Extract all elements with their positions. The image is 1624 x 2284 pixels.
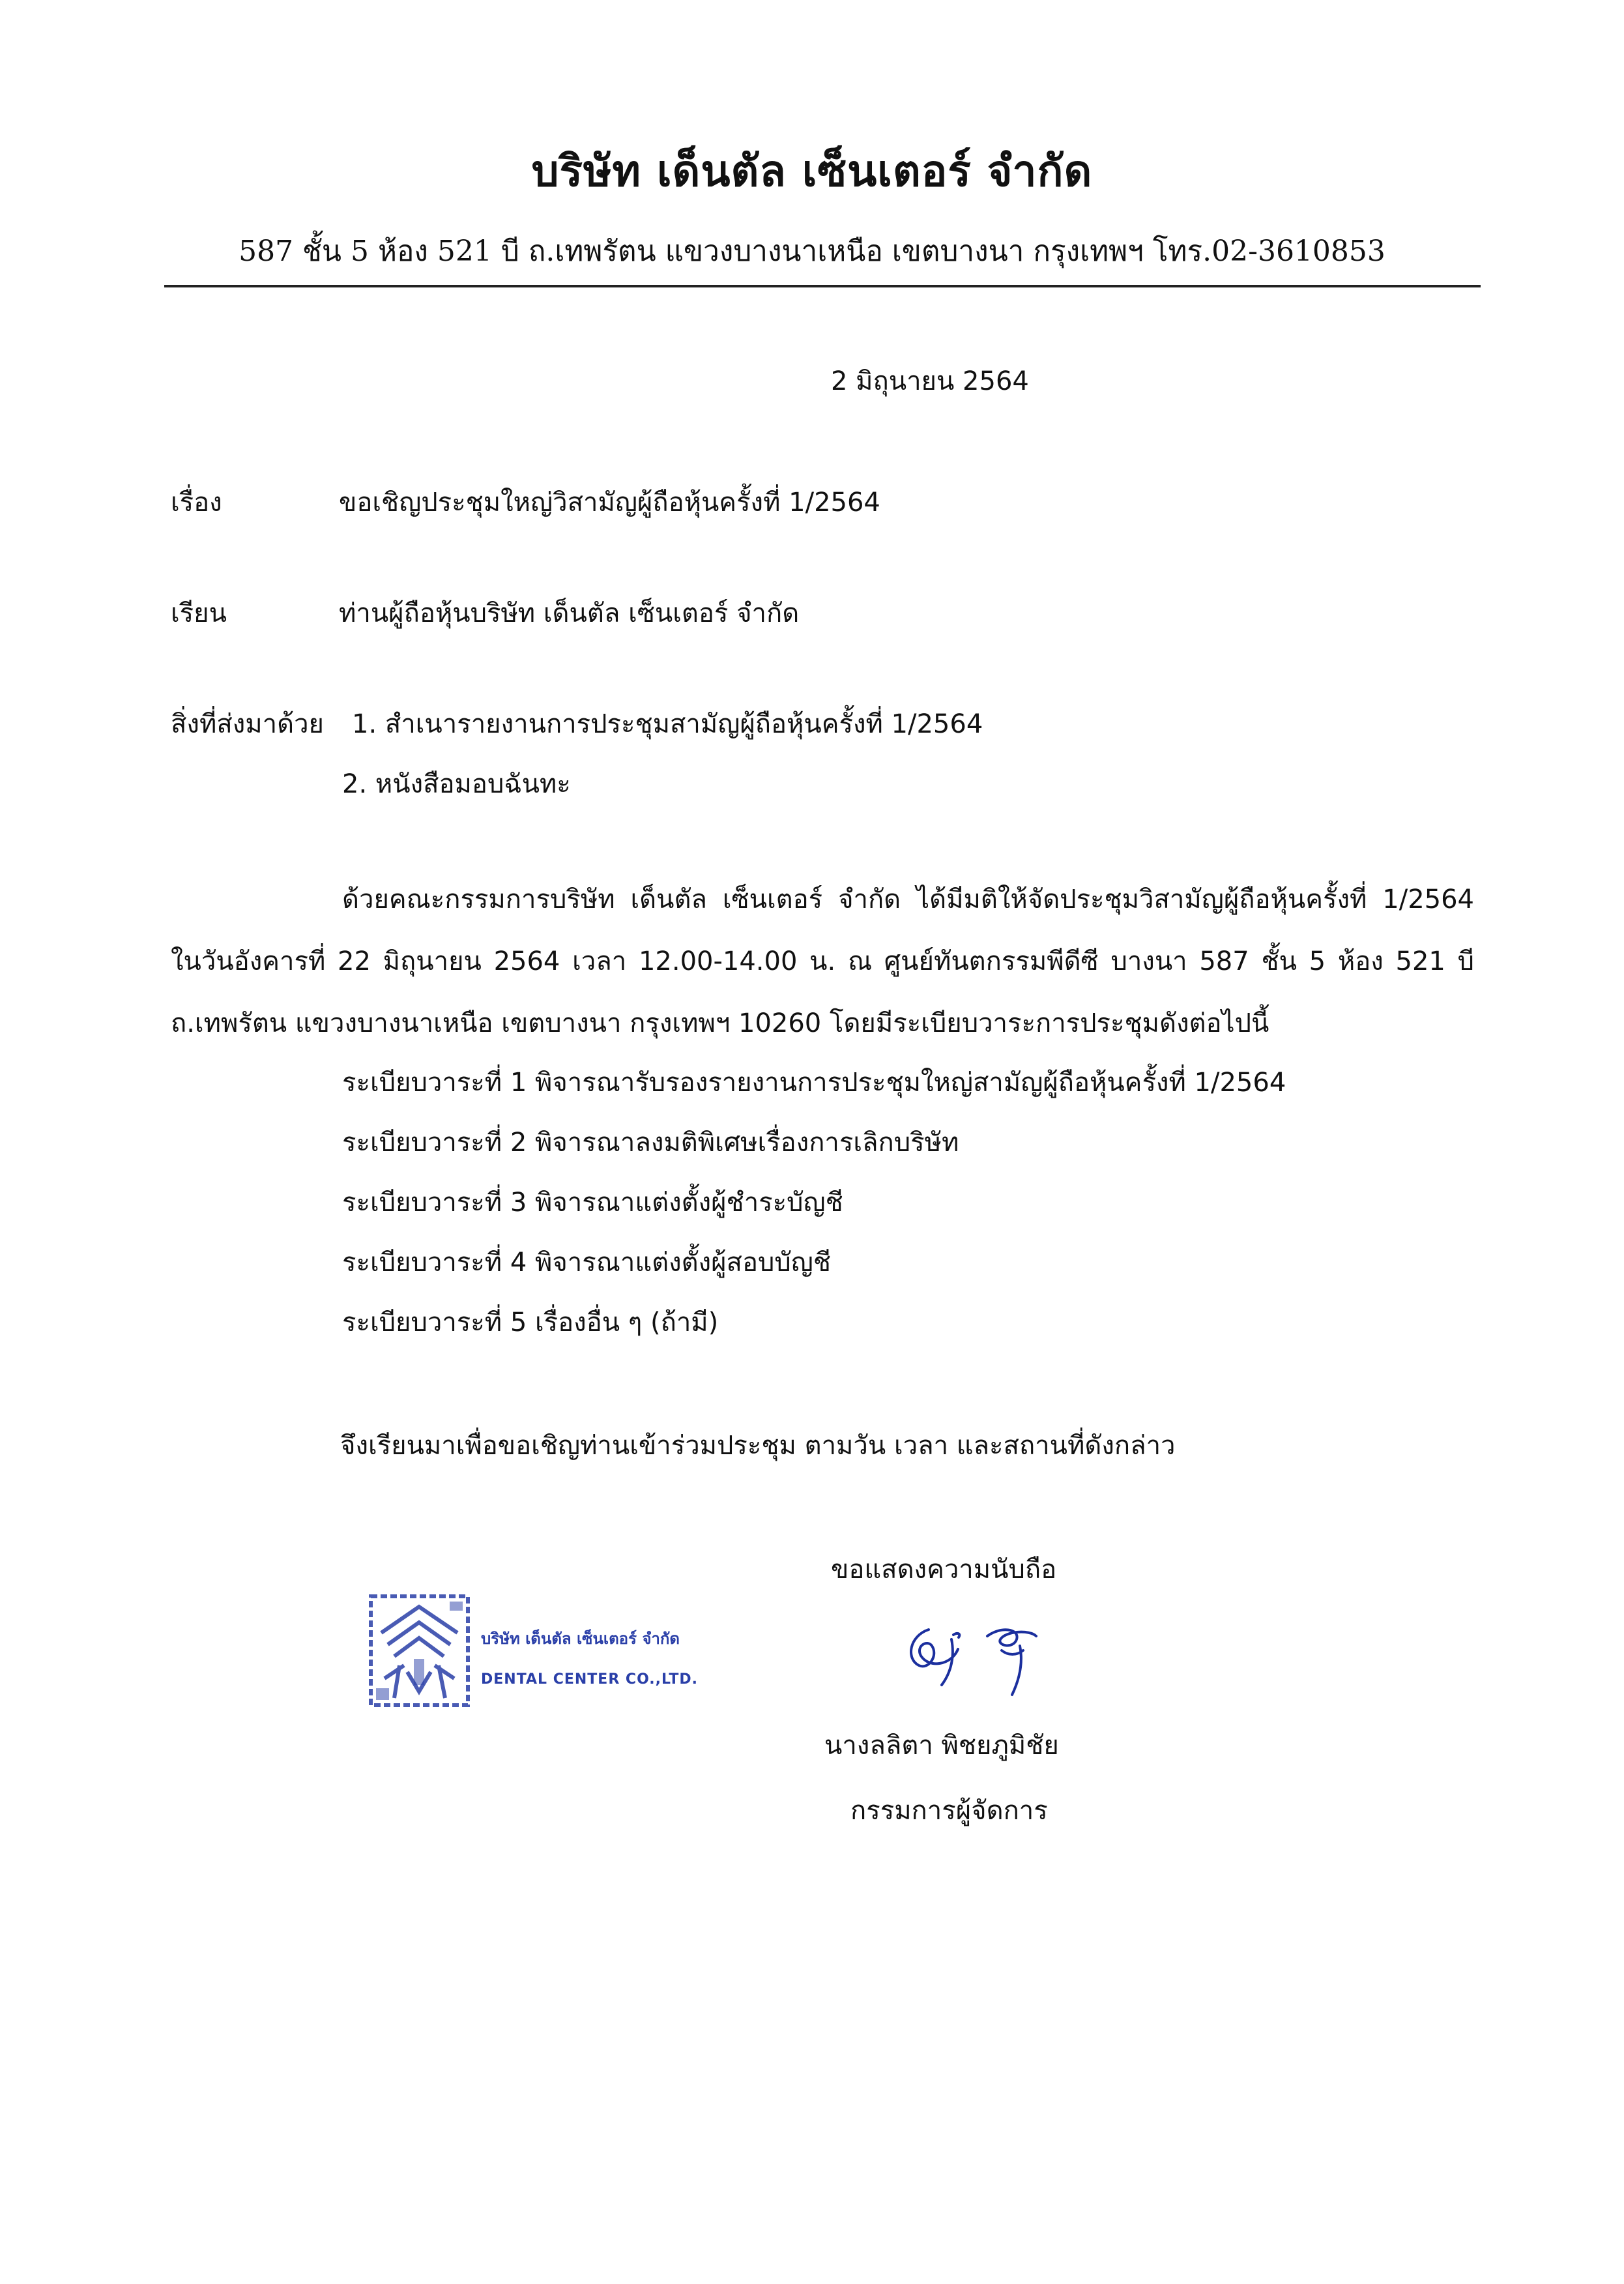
subject-text: ขอเชิญประชุมใหญ่วิสามัญผู้ถือหุ้นครั้งที่ 1/2564 — [339, 488, 880, 518]
stamp-company-name-en: DENTAL CENTER CO.,LTD. — [481, 1671, 699, 1688]
letter-date: 2 มิถุนายน 2564 — [831, 366, 1029, 396]
recipient-text: ท่านผู้ถือหุ้นบริษัท เด็นตัล เซ็นเตอร์ จำกัด — [339, 598, 800, 628]
signer-name: นางลลิตา พิชยภูมิชัย — [824, 1731, 1059, 1761]
stamp-logo-icon — [368, 1594, 471, 1708]
regards-line: ขอแสดงความนับถือ — [831, 1555, 1057, 1585]
company-address: 587 ชั้น 5 ห้อง 521 บี ถ.เทพรัตน แขวงบางนาเหนือ เขตบางนา กรุงเทพฯ โทร.02-3610853 — [239, 235, 1385, 268]
agenda-item: ระเบียบวาระที่ 4 พิจารณาแต่งตั้งผู้สอบบัญชี — [342, 1248, 831, 1278]
signer-title: กรรมการผู้จัดการ — [850, 1796, 1048, 1826]
signature-icon — [890, 1610, 1059, 1708]
closing-sentence: จึงเรียนมาเพื่อขอเชิญท่านเข้าร่วมประชุม ตามวัน เวลา และสถานที่ดังกล่าว — [340, 1431, 1176, 1461]
handwritten-signature — [890, 1610, 1059, 1708]
enclosure-item: 2. หนังสือมอบฉันทะ — [342, 769, 571, 799]
agenda-item: ระเบียบวาระที่ 5 เรื่องอื่น ๆ (ถ้ามี) — [342, 1308, 719, 1338]
recipient-label: เรียน — [171, 598, 227, 628]
body-paragraph — [171, 869, 1474, 1055]
agenda-item: ระเบียบวาระที่ 2 พิจารณาลงมติพิเศษเรื่องการเลิกบริษัท — [342, 1128, 959, 1158]
agenda-item: ระเบียบวาระที่ 1 พิจารณารับรองรายงานการประชุมใหญ่สามัญผู้ถือหุ้นครั้งที่ 1/2564 — [342, 1068, 1286, 1098]
letterhead-divider — [164, 285, 1481, 287]
stamp-company-name-th: บริษัท เด็นตัล เซ็นเตอร์ จำกัด — [481, 1630, 680, 1648]
company-stamp-logo — [368, 1594, 471, 1708]
body-paragraph-text: ด้วยคณะกรรมการบริษัท เด็นตัล เซ็นเตอร์ จำกัด ได้มีมติให้จัดประชุมวิสามัญผู้ถือหุ้นครั้งที่ 1/2564 ในวันอังคารที่ 22 มิถุนายน 2564 เวลา 12.00-14.00 น. ณ ศูนย์ทันตกรรมพีดีซี บางนา 587 ชั้น 5 ห้อง 521 บี ถ.เทพรัตน แขวงบางนาเหนือ เขตบางนา กรุงเทพฯ 10260 โดยมีระเบียบวาระการประชุมดังต่อไปนี้ — [171, 885, 1474, 1038]
agenda-item: ระเบียบวาระที่ 3 พิจารณาแต่งตั้งผู้ชำระบัญชี — [342, 1188, 843, 1218]
company-name: บริษัท เด็นตัล เซ็นเตอร์ จำกัด — [531, 146, 1093, 196]
enclosures-label: สิ่งที่ส่งมาด้วย — [171, 709, 324, 739]
subject-label: เรื่อง — [171, 488, 222, 518]
enclosure-item: 1. สำเนารายงานการประชุมสามัญผู้ถือหุ้นครั้งที่ 1/2564 — [352, 709, 983, 739]
